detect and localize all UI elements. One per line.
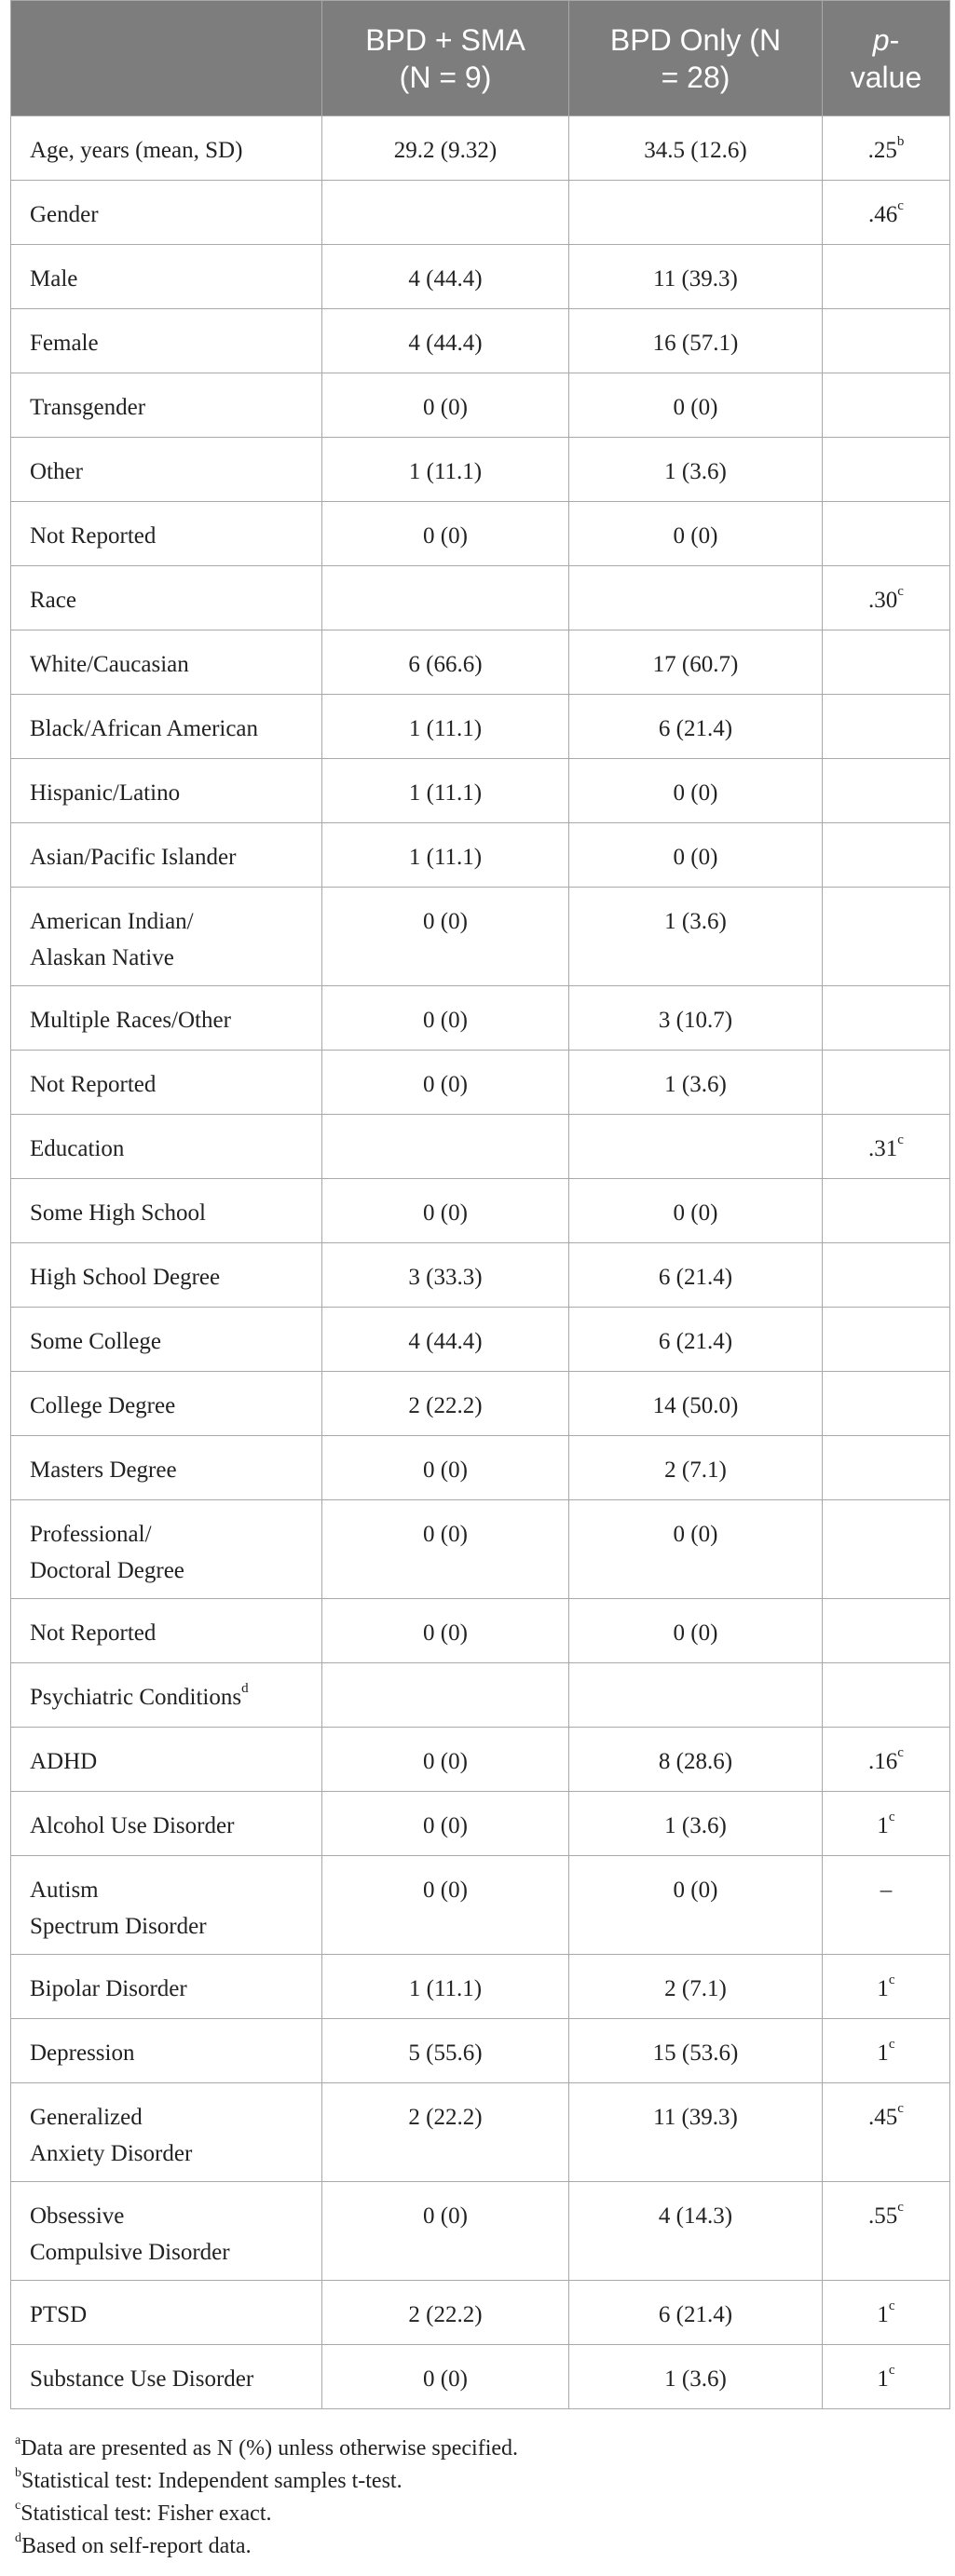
table-row [11, 373, 950, 438]
bpd-only-value: 6 (21.4) [569, 1243, 823, 1308]
row-label-line2: Spectrum Disorder [30, 1914, 207, 1939]
p-value-cell [823, 759, 950, 823]
row-label-cell [11, 1308, 322, 1372]
p-value-cell [823, 373, 950, 438]
footnote [15, 2465, 947, 2498]
p-value-cell [823, 1051, 950, 1115]
header-p-line2: value [850, 60, 922, 94]
row-label: Some College [30, 1329, 161, 1354]
p-value: .31 [868, 1136, 898, 1161]
p-value-footnote-mark: c [888, 1972, 895, 1987]
bpd-only-value: 0 (0) [569, 502, 823, 566]
table-row [11, 1179, 950, 1243]
row-label: Education [30, 1136, 125, 1161]
table-row [11, 2345, 950, 2409]
row-label-cell [11, 2345, 322, 2409]
row-label-footnote-mark: d [241, 1680, 249, 1696]
table-row [11, 888, 950, 986]
p-value-footnote-mark: c [888, 2036, 895, 2052]
p-value-cell [823, 1955, 950, 2019]
row-label-cell [11, 1436, 322, 1500]
table-footnotes [15, 2433, 947, 2563]
row-label: PTSD [30, 2302, 88, 2327]
row-label: Not Reported [30, 523, 157, 549]
bpd-only-value: 0 (0) [569, 759, 823, 823]
table-row [11, 695, 950, 759]
p-value-footnote-mark: c [888, 1809, 895, 1824]
row-label: Transgender [30, 395, 146, 420]
table-row [11, 1792, 950, 1856]
table-row [11, 2083, 950, 2182]
row-label-cell [11, 181, 322, 245]
p-value-cell [823, 2083, 950, 2182]
p-value-cell [823, 181, 950, 245]
p-value-cell [823, 438, 950, 502]
table-row [11, 1308, 950, 1372]
row-label: Masters Degree [30, 1457, 177, 1483]
row-label-cell [11, 1051, 322, 1115]
row-label: Male [30, 266, 78, 291]
row-label: Black/African American [30, 716, 259, 741]
p-value-cell [823, 2281, 950, 2345]
bpd-only-value: 6 (21.4) [569, 1308, 823, 1372]
bpd-sma-value: 0 (0) [322, 1179, 569, 1243]
row-label-cell [11, 1663, 322, 1728]
p-value-cell [823, 1179, 950, 1243]
bpd-sma-value: 0 (0) [322, 2182, 569, 2281]
row-label-cell [11, 888, 322, 986]
row-label-cell [11, 1792, 322, 1856]
p-value: .30 [868, 588, 898, 613]
bpd-sma-value [322, 181, 569, 245]
row-label-cell [11, 1599, 322, 1663]
row-label-cell [11, 1728, 322, 1792]
row-label-cell [11, 2019, 322, 2083]
table-row [11, 1500, 950, 1599]
header-bpd-only [569, 1, 823, 116]
row-label-cell [11, 630, 322, 695]
bpd-sma-value: 1 (11.1) [322, 438, 569, 502]
p-value-footnote-mark: b [896, 133, 905, 149]
bpd-sma-value: 1 (11.1) [322, 695, 569, 759]
bpd-sma-value: 2 (22.2) [322, 1372, 569, 1436]
row-label: Obsessive [30, 2203, 125, 2229]
row-label: Female [30, 331, 99, 356]
bpd-sma-value: 0 (0) [322, 986, 569, 1051]
bpd-sma-value: 0 (0) [322, 1599, 569, 1663]
bpd-only-value: 8 (28.6) [569, 1728, 823, 1792]
row-label: White/Caucasian [30, 652, 189, 677]
bpd-sma-value [322, 1115, 569, 1179]
table-row [11, 1243, 950, 1308]
bpd-sma-value: 0 (0) [322, 1856, 569, 1955]
row-label-cell [11, 1500, 322, 1599]
p-value-footnote-mark: c [897, 1744, 904, 1760]
footnote-mark: b [15, 2466, 21, 2480]
bpd-sma-value: 0 (0) [322, 502, 569, 566]
row-label: College Degree [30, 1393, 176, 1418]
bpd-only-value: 6 (21.4) [569, 2281, 823, 2345]
row-label-cell [11, 245, 322, 309]
bpd-sma-value: 2 (22.2) [322, 2083, 569, 2182]
bpd-sma-value: 6 (66.6) [322, 630, 569, 695]
p-value: .16 [868, 1749, 898, 1774]
bpd-only-value: 0 (0) [569, 1856, 823, 1955]
row-label: Age, years (mean, SD) [30, 138, 243, 163]
row-label: Other [30, 459, 83, 484]
header-row [11, 1, 950, 116]
p-value-cell [823, 2345, 950, 2409]
bpd-sma-value: 4 (44.4) [322, 1308, 569, 1372]
bpd-sma-value [322, 1663, 569, 1728]
row-label: Depression [30, 2040, 135, 2066]
bpd-only-value [569, 1663, 823, 1728]
bpd-sma-value: 0 (0) [322, 1792, 569, 1856]
row-label: Asian/Pacific Islander [30, 845, 237, 870]
p-value-cell [823, 2182, 950, 2281]
p-value: – [880, 1878, 893, 1903]
p-value-cell [823, 888, 950, 986]
row-label-cell [11, 502, 322, 566]
p-value: .45 [868, 2105, 898, 2130]
p-value-cell [823, 566, 950, 630]
table-row [11, 245, 950, 309]
p-value-cell [823, 1115, 950, 1179]
table-row [11, 630, 950, 695]
p-value-cell [823, 695, 950, 759]
row-label-cell [11, 986, 322, 1051]
table-row [11, 1115, 950, 1179]
bpd-only-value: 17 (60.7) [569, 630, 823, 695]
bpd-sma-value: 2 (22.2) [322, 2281, 569, 2345]
header-bpd-sma-line2: (N = 9) [399, 60, 492, 94]
row-label-cell [11, 1179, 322, 1243]
row-label: Psychiatric Conditions [30, 1685, 242, 1710]
bpd-only-value: 1 (3.6) [569, 1051, 823, 1115]
p-value-cell [823, 1500, 950, 1599]
footnote-mark: a [15, 2434, 21, 2447]
table-row [11, 1728, 950, 1792]
row-label-cell [11, 309, 322, 373]
bpd-sma-value: 0 (0) [322, 1500, 569, 1599]
bpd-sma-value: 0 (0) [322, 1051, 569, 1115]
header-bpd-only-line2: = 28) [661, 60, 730, 94]
row-label-cell [11, 1243, 322, 1308]
bpd-sma-value: 0 (0) [322, 888, 569, 986]
row-label-cell [11, 1372, 322, 1436]
bpd-only-value: 2 (7.1) [569, 1955, 823, 2019]
p-value: 1 [877, 1813, 889, 1838]
row-label-cell [11, 1955, 322, 2019]
bpd-only-value: 1 (3.6) [569, 1792, 823, 1856]
bpd-only-value: 16 (57.1) [569, 309, 823, 373]
header-p-italic: p [872, 22, 890, 57]
row-label: Professional/ [30, 1522, 152, 1547]
footnote [15, 2433, 947, 2465]
bpd-sma-value: 0 (0) [322, 2345, 569, 2409]
row-label-line2: Compulsive Disorder [30, 2240, 230, 2265]
header-bpd-only-line1: BPD Only (N [609, 22, 782, 57]
row-label: Substance Use Disorder [30, 2366, 254, 2392]
p-value-cell [823, 1856, 950, 1955]
bpd-sma-value: 5 (55.6) [322, 2019, 569, 2083]
table-row [11, 1436, 950, 1500]
table-row [11, 1955, 950, 2019]
row-label-cell [11, 373, 322, 438]
bpd-sma-value: 0 (0) [322, 1728, 569, 1792]
table-row [11, 1856, 950, 1955]
p-value-footnote-mark: c [897, 1132, 904, 1147]
table-row [11, 2281, 950, 2345]
footnote-text: Statistical test: Independent samples t-test. [21, 2469, 402, 2493]
bpd-sma-value: 3 (33.3) [322, 1243, 569, 1308]
table-row [11, 1372, 950, 1436]
bpd-sma-value: 4 (44.4) [322, 245, 569, 309]
bpd-sma-value [322, 566, 569, 630]
row-label: Not Reported [30, 1072, 157, 1097]
table-row [11, 1599, 950, 1663]
bpd-sma-value: 4 (44.4) [322, 309, 569, 373]
table-row [11, 502, 950, 566]
bpd-only-value: 0 (0) [569, 1500, 823, 1599]
bpd-only-value: 11 (39.3) [569, 2083, 823, 2182]
p-value-footnote-mark: c [897, 2100, 904, 2116]
footnote [15, 2530, 947, 2563]
p-value-cell [823, 245, 950, 309]
p-value-cell [823, 986, 950, 1051]
row-label-cell [11, 1115, 322, 1179]
bpd-only-value: 0 (0) [569, 823, 823, 888]
bpd-only-value: 34.5 (12.6) [569, 116, 823, 181]
bpd-only-value [569, 1115, 823, 1179]
table-row [11, 116, 950, 181]
p-value-footnote-mark: c [888, 2362, 895, 2378]
demographics-table [10, 0, 950, 2409]
footnote-mark: d [15, 2531, 21, 2545]
row-label: ADHD [30, 1749, 98, 1774]
row-label-cell [11, 438, 322, 502]
row-label-cell [11, 2083, 322, 2182]
bpd-only-value: 0 (0) [569, 1599, 823, 1663]
bpd-sma-value: 0 (0) [322, 1436, 569, 1500]
p-value-cell [823, 309, 950, 373]
p-value: .25 [867, 138, 897, 163]
p-value-cell [823, 1372, 950, 1436]
row-label-cell [11, 2182, 322, 2281]
bpd-only-value [569, 566, 823, 630]
bpd-only-value: 2 (7.1) [569, 1436, 823, 1500]
p-value-cell [823, 1308, 950, 1372]
row-label-cell [11, 566, 322, 630]
bpd-only-value: 3 (10.7) [569, 986, 823, 1051]
row-label: Bipolar Disorder [30, 1976, 187, 2001]
p-value-cell [823, 1436, 950, 1500]
table-row [11, 2019, 950, 2083]
p-value-footnote-mark: c [897, 197, 904, 213]
header-bpd-sma [322, 1, 569, 116]
row-label-line2: Anxiety Disorder [30, 2141, 193, 2166]
bpd-sma-value: 0 (0) [322, 373, 569, 438]
bpd-only-value: 11 (39.3) [569, 245, 823, 309]
bpd-only-value: 15 (53.6) [569, 2019, 823, 2083]
row-label-line2: Alaskan Native [30, 945, 174, 970]
header-p-value [823, 1, 950, 116]
row-label: High School Degree [30, 1265, 221, 1290]
bpd-only-value: 1 (3.6) [569, 438, 823, 502]
bpd-only-value: 4 (14.3) [569, 2182, 823, 2281]
table-row [11, 2182, 950, 2281]
table-row [11, 1663, 950, 1728]
row-label: Hispanic/Latino [30, 780, 181, 806]
header-p-dash: - [889, 22, 900, 57]
p-value-cell [823, 630, 950, 695]
bpd-sma-value: 1 (11.1) [322, 823, 569, 888]
row-label: American Indian/ [30, 909, 194, 934]
header-bpd-sma-line1: BPD + SMA [365, 22, 525, 57]
bpd-only-value: 14 (50.0) [569, 1372, 823, 1436]
table-row [11, 566, 950, 630]
footnote-text: Statistical test: Fisher exact. [20, 2501, 272, 2526]
p-value-cell [823, 116, 950, 181]
p-value: .46 [868, 202, 898, 227]
bpd-sma-value: 29.2 (9.32) [322, 116, 569, 181]
p-value: .55 [868, 2203, 898, 2229]
bpd-only-value: 0 (0) [569, 373, 823, 438]
row-label: Alcohol Use Disorder [30, 1813, 235, 1838]
row-label-cell [11, 695, 322, 759]
row-label: Generalized [30, 2105, 143, 2130]
row-label: Multiple Races/Other [30, 1008, 231, 1033]
row-label: Not Reported [30, 1620, 157, 1646]
bpd-only-value: 6 (21.4) [569, 695, 823, 759]
p-value: 1 [877, 2302, 889, 2327]
p-value-cell [823, 1792, 950, 1856]
bpd-sma-value: 1 (11.1) [322, 1955, 569, 2019]
footnote-text: Data are presented as N (%) unless otherwise specified. [20, 2436, 519, 2461]
row-label: Autism [30, 1878, 99, 1903]
p-value-cell [823, 823, 950, 888]
p-value-cell [823, 1243, 950, 1308]
footnote-mark: c [15, 2499, 21, 2513]
row-label-cell [11, 116, 322, 181]
row-label-cell [11, 823, 322, 888]
footnote [15, 2498, 947, 2530]
p-value-footnote-mark: c [897, 583, 904, 599]
table-row [11, 1051, 950, 1115]
table-row [11, 759, 950, 823]
footnote-text: Based on self-report data. [21, 2534, 252, 2558]
header-label-cell [11, 1, 322, 116]
p-value-cell [823, 1728, 950, 1792]
table-row [11, 438, 950, 502]
bpd-only-value [569, 181, 823, 245]
row-label-cell [11, 759, 322, 823]
bpd-only-value: 0 (0) [569, 1179, 823, 1243]
row-label-cell [11, 2281, 322, 2345]
table-row [11, 309, 950, 373]
bpd-only-value: 1 (3.6) [569, 888, 823, 986]
table-container [10, 0, 949, 2409]
bpd-only-value: 1 (3.6) [569, 2345, 823, 2409]
p-value: 1 [877, 2366, 889, 2392]
p-value-cell [823, 502, 950, 566]
row-label: Gender [30, 202, 99, 227]
row-label: Some High School [30, 1200, 206, 1226]
table-body [11, 116, 950, 2409]
table-row [11, 986, 950, 1051]
p-value-cell [823, 1599, 950, 1663]
table-row [11, 823, 950, 888]
p-value-footnote-mark: c [888, 2298, 895, 2313]
p-value-cell [823, 2019, 950, 2083]
row-label: Race [30, 588, 76, 613]
row-label-cell [11, 1856, 322, 1955]
p-value-footnote-mark: c [897, 2199, 904, 2215]
p-value: 1 [877, 1976, 889, 2001]
p-value-cell [823, 1663, 950, 1728]
table-row [11, 181, 950, 245]
row-label-line2: Doctoral Degree [30, 1558, 184, 1583]
bpd-sma-value: 1 (11.1) [322, 759, 569, 823]
p-value: 1 [877, 2040, 889, 2066]
